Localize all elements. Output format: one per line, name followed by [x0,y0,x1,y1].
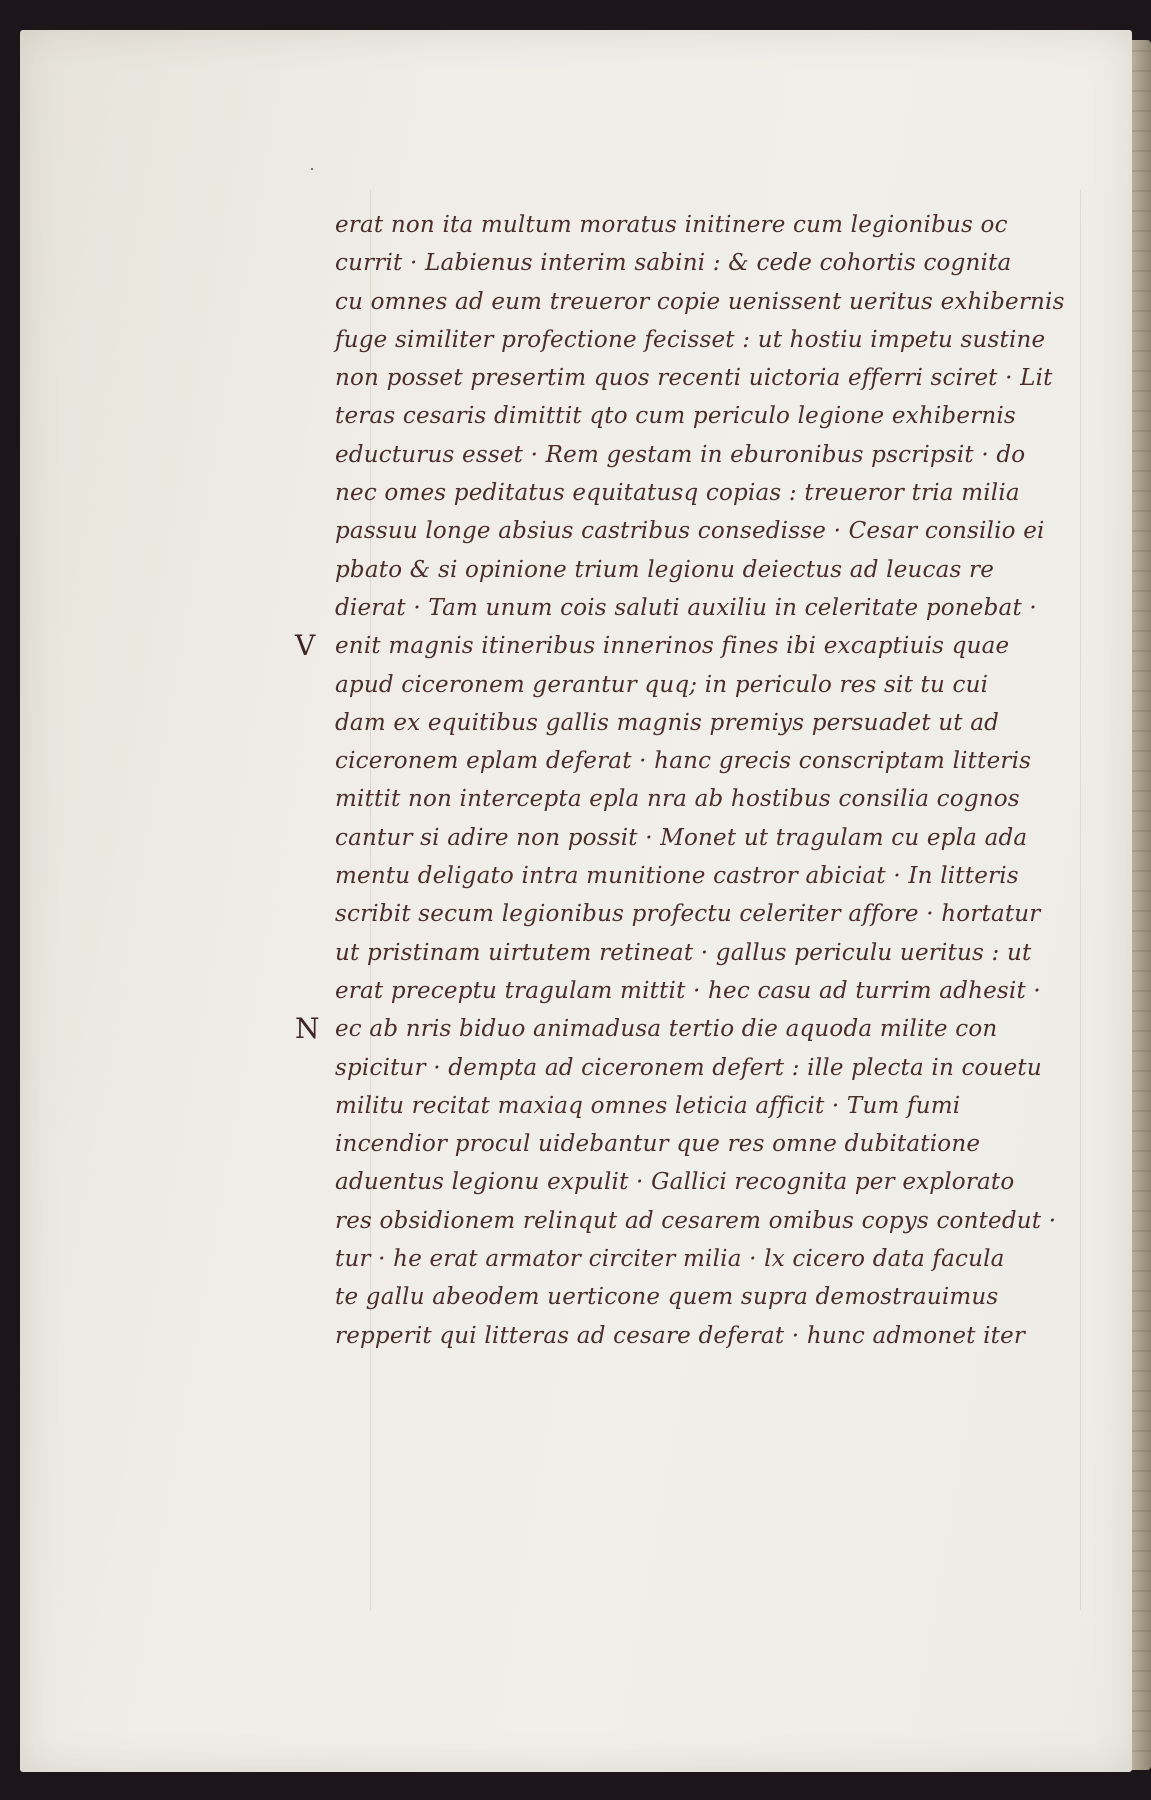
text-line-10: pbato & si opinione trium legionu deiectus ad leucas re [335,556,995,583]
text-line-19: scribit secum legionibus profectu celeriter affore · hortatur [335,901,1041,928]
ink-speck [311,168,313,170]
text-line-14: dam ex equitibus gallis magnis premiys persuadet ut ad [335,709,1000,736]
text-line-1: erat non ita multum moratus initinere cum legionibus oc [335,212,1008,238]
text-line-15: ciceronem eplam deferat · hanc grecis conscriptam litteris [335,748,1032,775]
text-line-17: cantur si adire non possit · Monet ut tragulam cu epla ada [335,824,1028,851]
text-line-21: erat preceptu tragulam mittit · hec casu ad turrim adhesit · [335,977,1041,1004]
text-line-18: mentu deligato intra munitione castror abiciat · In litteris [335,863,1019,890]
initial-letter-n: N [295,1012,320,1046]
text-line-6: teras cesaris dimittit qto cum periculo legione exhibernis [335,403,1016,430]
text-line-24: militu recitat maxiaq omnes leticia afficit · Tum fumi [335,1092,961,1119]
text-column [295,206,1105,1355]
text-line-22 [295,1010,1105,1048]
text-line-27: res obsidionem relinqut ad cesarem omibus copys contedut · [335,1207,1057,1234]
text-line-4: fuge similiter profectione fecisset : ut hostiu impetu sustine [335,326,1046,353]
text-line-25: incendior procul uidebantur que res omne dubitatione [335,1131,981,1158]
text-line-23: spicitur · dempta ad ciceronem defert : ille plecta in couetu [335,1054,1042,1081]
initial-letter-v: V [295,629,316,663]
text-line-22-body: ec ab nris biduo animadusa tertio die aquoda milite con [335,1016,998,1043]
text-line-7: educturus esset · Rem gestam in eburonibus pscripsit · do [335,441,1026,468]
text-line-12-body: enit magnis itineribus innerinos fines ibi excaptiuis quae [335,633,1010,660]
text-line-16: mittit non intercepta epla nra ab hostibus consilia cognos [335,786,1020,813]
text-line-2: currit · Labienus interim sabini : & cede cohortis cognita [335,250,1012,277]
text-line-8: nec omes peditatus equitatusq copias : treueror tria milia [335,480,1020,507]
text-line-11: dierat · Tam unum cois saluti auxiliu in celeritate ponebat · [335,594,1037,621]
text-line-20: ut pristinam uirtutem retineat · gallus periculu ueritus : ut [335,939,1032,966]
text-line-3: cu omnes ad eum treueror copie uenissent ueritus exhibernis [335,288,1065,315]
text-line-12 [295,627,1105,665]
text-line-13: apud ciceronem gerantur quq; in periculo res sit tu cui [335,671,989,698]
text-line-26: aduentus legionu expulit · Gallici recognita per explorato [335,1169,1015,1196]
text-line-29: te gallu abeodem uerticone quem supra demostrauimus [335,1284,999,1311]
text-line-28: tur · he erat armator circiter milia · lx cicero data facula [335,1246,1005,1273]
text-line-9: passuu longe absius castribus consedisse · Cesar consilio ei [335,518,1045,545]
text-line-5: non posset presertim quos recenti uictoria efferri sciret · Lit [335,365,1053,392]
text-line-30: repperit qui litteras ad cesare deferat · hunc admonet iter [335,1322,1026,1349]
